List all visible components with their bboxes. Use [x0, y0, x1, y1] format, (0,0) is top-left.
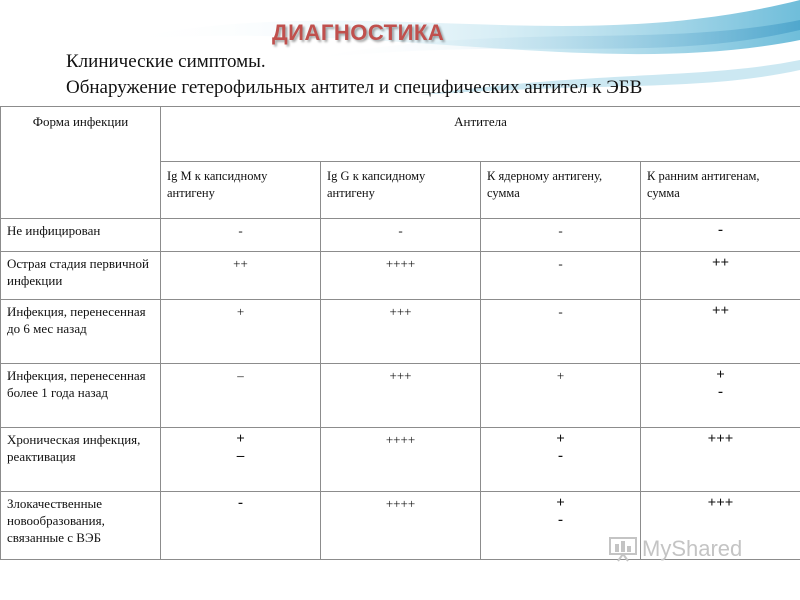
header-igm: Ig M к капсидному антигену	[161, 162, 321, 219]
header-antibodies: Антитела	[161, 107, 800, 162]
cell-value: +	[716, 367, 725, 383]
table-row	[1, 300, 800, 364]
header-igg: Ig G к капсидному антигену	[321, 162, 481, 219]
table-row	[1, 219, 800, 252]
cell-value: -	[558, 223, 563, 238]
cell-value: ++	[233, 256, 248, 271]
table-cell	[481, 428, 641, 492]
table-cell	[321, 219, 481, 252]
table-cell	[481, 364, 641, 428]
watermark	[608, 536, 742, 562]
cell-value: -	[718, 384, 723, 400]
table-body	[1, 219, 800, 560]
row-form-label: Инфекция, перенесенная более 1 года назад	[1, 364, 161, 428]
subtitle-antibodies: Обнаружение гетерофильных антител и специфических антител к ЭБВ	[66, 77, 643, 98]
row-form-label: Острая стадия первичной инфекции	[1, 252, 161, 300]
cell-value: +++	[707, 495, 734, 511]
table-cell	[321, 252, 481, 300]
table-cell	[481, 300, 641, 364]
cell-value: -	[558, 304, 563, 319]
table-cell	[321, 492, 481, 560]
cell-value: +	[556, 431, 565, 447]
header-nuclear: К ядерному антигену, сумма	[481, 162, 641, 219]
table-cell	[321, 300, 481, 364]
page-title: ДИАГНОСТИКА	[272, 20, 445, 45]
table-cell	[641, 364, 800, 428]
header-form: Форма инфекции	[1, 107, 161, 219]
table-cell	[161, 219, 321, 252]
diagnostics-table	[0, 106, 800, 560]
cell-value: +	[556, 368, 565, 383]
table-cell	[481, 219, 641, 252]
row-form-label: Злокачественные новообразования, связанные с ВЭБ	[1, 492, 161, 560]
cell-value: -	[238, 223, 243, 238]
table-cell	[161, 492, 321, 560]
cell-value: -	[558, 448, 563, 464]
cell-value: ++	[711, 303, 730, 319]
cell-value: ++++	[385, 256, 416, 271]
table-row	[1, 364, 800, 428]
cell-value: -	[558, 512, 563, 528]
header-early: К ранним антигенам, сумма	[641, 162, 800, 219]
cell-value: +++	[389, 304, 412, 319]
table-cell	[321, 364, 481, 428]
cell-value: –	[236, 448, 245, 464]
cell-value: +++	[389, 368, 412, 383]
table-cell	[161, 252, 321, 300]
table-cell	[321, 428, 481, 492]
table-row	[1, 428, 800, 492]
cell-value: ++	[711, 255, 730, 271]
table-cell	[641, 428, 800, 492]
subtitle-clinical: Клинические симптомы.	[66, 51, 266, 72]
table-cell	[161, 364, 321, 428]
cell-value: +++	[707, 431, 734, 447]
cell-value: +	[236, 431, 245, 447]
cell-value: -	[558, 256, 563, 271]
cell-value: ++++	[385, 432, 416, 447]
cell-value: –	[237, 368, 244, 383]
table-cell	[641, 219, 800, 252]
table-row	[1, 252, 800, 300]
watermark-text: MyShared	[642, 536, 743, 561]
table-cell	[481, 252, 641, 300]
cell-value: -	[718, 222, 723, 238]
cell-value: +	[236, 304, 245, 319]
table-cell	[161, 300, 321, 364]
cell-value: -	[398, 223, 403, 238]
cell-value: -	[238, 495, 243, 511]
row-form-label: Не инфицирован	[1, 219, 161, 252]
row-form-label: Инфекция, перенесенная до 6 мес назад	[1, 300, 161, 364]
table-cell	[161, 428, 321, 492]
presentation-icon	[608, 536, 638, 562]
table-cell	[641, 252, 800, 300]
row-form-label: Хроническая инфекция, реактивация	[1, 428, 161, 492]
table-cell	[641, 300, 800, 364]
cell-value: ++++	[385, 496, 416, 511]
cell-value: +	[556, 495, 565, 511]
